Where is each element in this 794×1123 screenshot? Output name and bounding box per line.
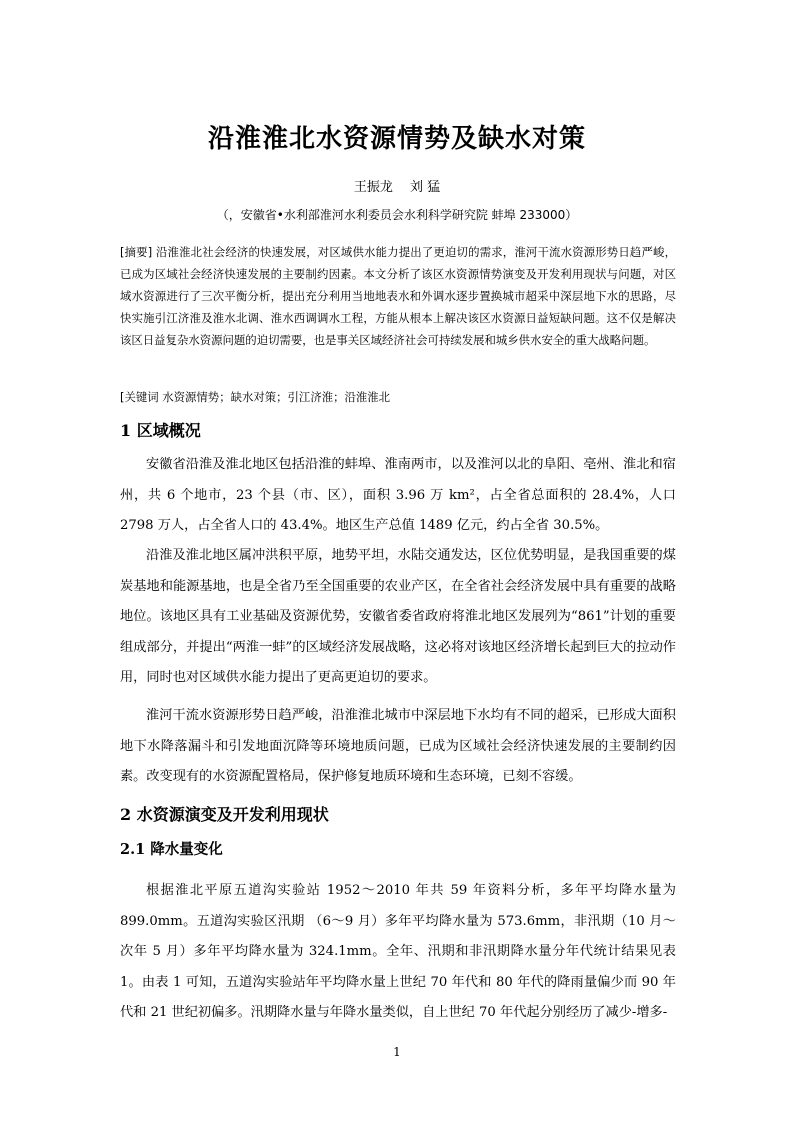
section-1-paragraph-2: 沿淮及淮北地区属冲洪积平原，地势平坦，水陆交通发达，区位优势明显，是我国重要的煤炭基地和能源基地，也是全省乃至全国重要的农业产区，在全省社会经济发展中具有重要的战略地位。该地区具有工业基础及资源优势，安徽省委省政府将淮北地区发展列为“861”计划的重要组成部分，并提出“两淮一蚌”的区域经济发展战略，这必将对该地区经济增长起到巨大的拉动作用，同时也对区域供水能力提出了更高更迫切的要求。: [120, 548, 676, 685]
section-1-paragraph-3: 淮河干流水资源形势日趋严峻，沿淮淮北城市中深层地下水均有不同的超采，已形成大面积地下水降落漏斗和引发地面沉降等环境地质问题，已成为区域社会经济快速发展的主要制约因素。改变现有的水资源配置格局，保护修复地质环境和生态环境，已刻不容缓。: [120, 708, 676, 784]
section-2-heading: 2 水资源演变及开发利用现状: [120, 805, 329, 824]
section-1-paragraph-1: 安徽省沿淮及淮北地区包括沿淮的蚌埠、淮南两市，以及淮河以北的阜阳、亳州、淮北和宿州，共 6 个地市，23 个县（市、区），面积 3.96 万 km²，占全省总面积的 28.4%，人口 2798 万人，占全省人口的 43.4%。地区生产总值 1489 亿元，约占全省 30.5%。: [120, 457, 676, 533]
paper-title: 沿淮淮北水资源情势及缺水对策: [207, 124, 586, 154]
abstract: [摘要] 沿淮淮北社会经济的快速发展，对区域供水能力提出了更迫切的需求，淮河干流水资源形势日趋严峻，已成为区域社会经济快速发展的主要制约因素。本文分析了该区水资源情势演变及开发利用现状与问题，对区域水资源进行了三次平衡分析，提出充分利用当地地表水和外调水逐步置换城市超采中深层地下水的思路，尽快实施引江济淮及淮水北调、淮水西调调水工程，方能从根本上解决该区水资源日益短缺问题。这不仅是解决该区日益复杂水资源问题的迫切需要，也是事关区域经济社会可持续发展和城乡供水安全的重大战略问题。: [120, 245, 676, 347]
section-2-1-paragraph-1: 根据淮北平原五道沟实验站 1952～2010 年共 59 年资料分析，多年平均降水量为 899.0mm。五道沟实验区汛期 （6～9 月）多年平均降水量为 573.6mm，非汛期（10 月～次年 5 月）多年平均降水量为 324.1mm。全年、汛期和非汛期降水量分年代统计结果见表 1。由表 1 可知，五道沟实验站年平均降水量上世纪 70 年代和 80 年代的降雨量偏少而 90 年代和 21 世纪初偏多。汛期降水量与年降水量类似，自上世纪 70 年代起分别经历了减少-增多-: [120, 883, 676, 1020]
section-2-1-heading: 2.1 降水量变化: [120, 841, 223, 858]
paper-affiliation: （，安徽省•水利部淮河水利委员会水利科学研究院 蚌埠 233000）: [216, 208, 578, 222]
page-number: 1: [393, 1045, 401, 1059]
keywords: [关键词 水资源情势；缺水对策；引江济淮；沿淮淮北: [120, 390, 391, 404]
section-1-heading: 1 区域概况: [120, 421, 201, 440]
paper-authors: 王振龙 刘 猛: [353, 180, 441, 195]
